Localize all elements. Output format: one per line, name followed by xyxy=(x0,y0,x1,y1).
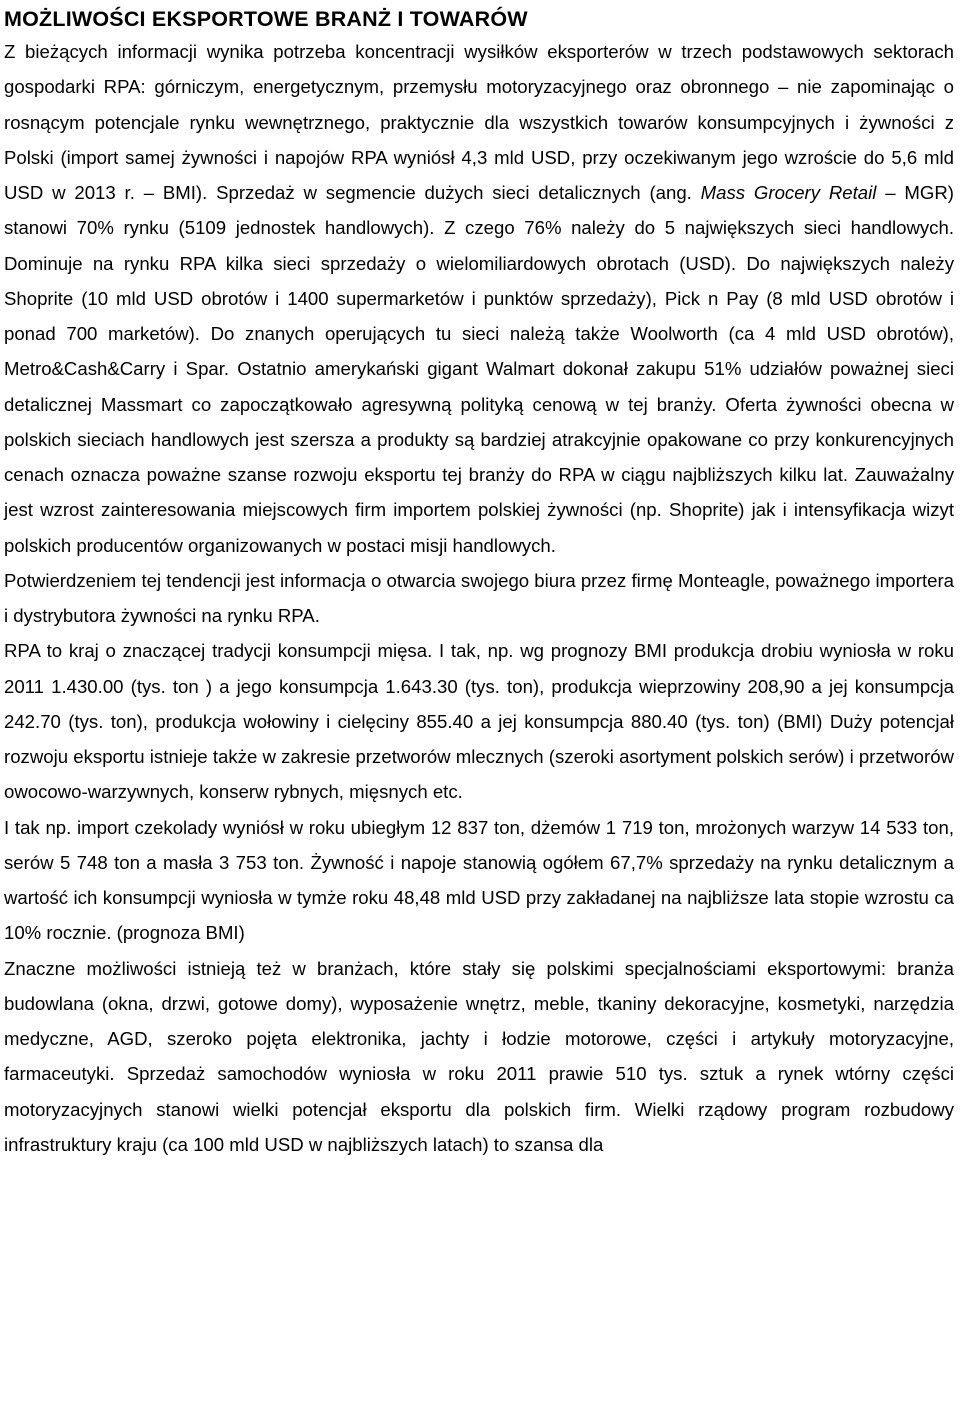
paragraph-text: – MGR) stanowi 70% rynku (5109 jednostek handlowych). Z czego 76% należy do 5 największych sieci handlowych. Dominuje na rynku RPA kilka sieci sprzedaży o wielomiliardowych obrotach (USD). Do największych należy Shoprite (10 mld USD obrotów i 1400 supermarketów i punktów sprzedaży), Pick n Pay (8 mld USD obrotów i ponad 700 marketów). Do znanych operujących tu sieci należą także Woolworth (ca 4 mld USD obrotów), Metro&Cash&Carry i Spar. Ostatnio amerykański gigant Walmart dokonał zakupu 51% udziałów poważnej sieci detalicznej Massmart co zapoczątkowało agresywną polityką cenową w tej branży. Oferta żywności obecna w polskich sieciach handlowych jest szersza a produkty są bardziej atrakcyjnie opakowane co przy konkurencyjnych cenach oznacza poważne szanse rozwoju eksportu tej branży do RPA w ciągu najbliższych kilku lat. Zauważalny jest wzrost zainteresowania miejscowych firm importem polskiej żywności (np. Shoprite) jak i intensyfikacja wizyt polskich producentów organizowanych w postaci misji handlowych. xyxy=(4,182,954,556)
paragraph-text: Znaczne możliwości istnieją też w branżach, które stały się polskimi specjalnościami eksportowymi: branża budowlana (okna, drzwi, gotowe domy), wyposażenie wnętrz, meble, tkaniny dekoracyjne, kosmetyki, narzędzia medyczne, AGD, szeroko pojęta elektronika, jachty i łodzie motorowe, części i artykuły motoryzacyjne, farmaceutyki. Sprzedaż samochodów wyniosła w roku 2011 prawie 510 tys. sztuk a rynek wtórny części motoryzacyjnych stanowi wielki potencjał eksportu dla polskich firm. Wielki rządowy program rozbudowy infrastruktury kraju (ca 100 mld USD w najbliższych latach) to szansa dla xyxy=(4,957,954,1155)
paragraph-text: RPA to kraj o znaczącej tradycji konsumpcji mięsa. I tak, np. wg prognozy BMI produkcja drobiu wyniosła w roku 2011 1.430.00 (tys. ton ) a jego konsumpcja 1.643.30 (tys. ton), produkcja wieprzowiny 208,90 a jej konsumpcja 242.70 (tys. ton), produkcja wołowiny i cielęciny 855.40 a jej konsumpcja 880.40 (tys. ton) (BMI) Duży potencjał rozwoju eksportu istnieje także w zakresie przetworów mlecznych (szeroki asortyment polskich serów) i przetworów owocowo-warzywnych, konserw rybnych, mięsnych etc. xyxy=(4,640,954,803)
paragraph-text: Potwierdzeniem tej tendencji jest informacja o otwarcia swojego biura przez firmę Monteagle, poważnego importera i dystrybutora żywności na rynku RPA. xyxy=(4,569,954,626)
paragraph-export-specialties xyxy=(4,951,954,1163)
italic-term-mass-grocery-retail: Mass Grocery Retail xyxy=(700,182,877,203)
paragraph-meat-consumption xyxy=(4,633,954,809)
paragraph-monteagle xyxy=(4,563,954,634)
paragraph-text: Z bieżących informacji wynika potrzeba koncentracji wysiłków eksporterów w trzech podstawowych sektorach gospodarki RPA: górniczym, energetycznym, przemysłu motoryzacyjnego oraz obronnego – nie zapominając o rosnącym potencjale rynku wewnętrznego, praktycznie dla wszystkich towarów konsumpcyjnych i żywności z Polski (import samej żywności i napojów RPA wyniósł 4,3 mld USD, przy oczekiwanym jego wzroście do 5,6 mld USD w 2013 r. – BMI). Sprzedaż w segmencie dużych sieci detalicznych (ang. xyxy=(4,41,954,203)
paragraph-food-imports xyxy=(4,810,954,951)
paragraph-export-sectors xyxy=(4,34,954,563)
document-page xyxy=(4,0,954,1162)
document-title: MOŻLIWOŚCI EKSPORTOWE BRANŻ I TOWARÓW xyxy=(4,7,528,31)
paragraph-text: I tak np. import czekolady wyniósł w roku ubiegłym 12 837 ton, dżemów 1 719 ton, mrożonych warzyw 14 533 ton, serów 5 748 ton a masła 3 753 ton. Żywność i napoje stanowią ogółem 67,7% sprzedaży na rynku detalicznym a wartość ich konsumpcji wyniosła w tymże roku 48,48 mld USD przy zakładanej na najbliższe lata stopie wzrostu ca 10% rocznie. (prognoza BMI) xyxy=(4,816,954,944)
